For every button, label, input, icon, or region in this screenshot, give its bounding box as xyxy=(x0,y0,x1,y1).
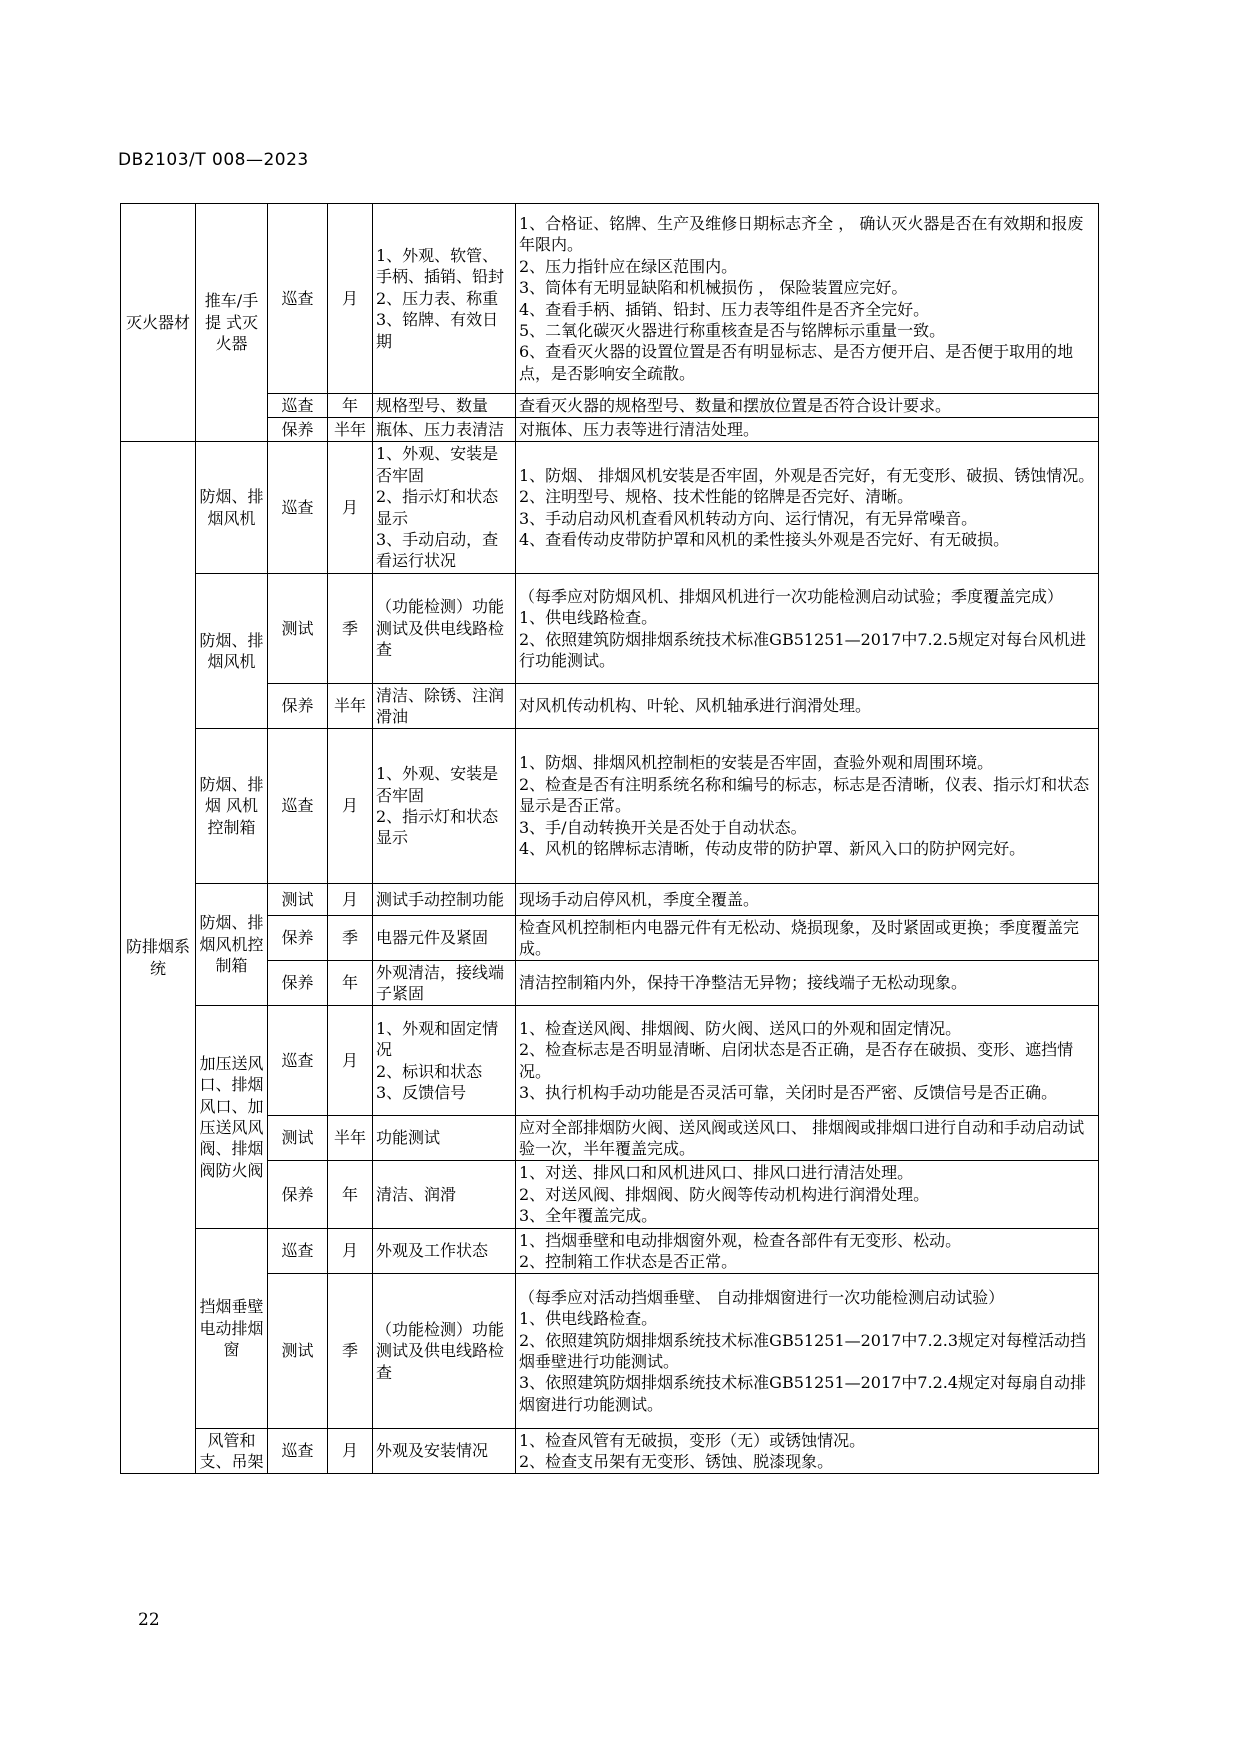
object-cell: 挡烟垂壁电动排烟窗 xyxy=(196,1229,268,1429)
cell-line: 清洁控制箱内外，保持干净整洁无异物；接线端子无松动现象。 xyxy=(519,973,968,993)
period-cell: 月 xyxy=(328,204,373,394)
requirement-cell xyxy=(516,574,1099,684)
requirement-cell xyxy=(516,204,1099,394)
period-cell: 月 xyxy=(328,1429,373,1474)
cell-line: 3、依照建筑防烟排烟系统技术标准GB51251—2017中7.2.4规定对每扇自动排烟窗进行功能测试。 xyxy=(519,1373,1087,1414)
table-row xyxy=(121,729,1099,884)
period-cell: 月 xyxy=(328,442,373,574)
item-cell xyxy=(373,418,516,442)
cell-line: 3、手/自动转换开关是否处于自动状态。 xyxy=(519,817,807,837)
type-cell: 测试 xyxy=(268,884,328,916)
period-cell: 月 xyxy=(328,729,373,884)
item-cell xyxy=(373,684,516,729)
type-cell: 测试 xyxy=(268,1116,328,1161)
cell-line: 2、对送风阀、排烟阀、防火阀等传动机构进行润滑处理。 xyxy=(519,1184,930,1204)
requirement-cell xyxy=(516,729,1099,884)
cell-line: 对风机传动机构、叶轮、风机轴承进行润滑处理。 xyxy=(519,696,872,716)
cell-line: 1、防烟、排烟风机控制柜的安装是否牢固，查验外观和周围环境。 xyxy=(519,753,994,773)
type-cell: 保养 xyxy=(268,1161,328,1229)
item-cell xyxy=(373,884,516,916)
cell-line: 电器元件及紧固 xyxy=(376,928,489,948)
requirement-cell xyxy=(516,442,1099,574)
item-cell xyxy=(373,1274,516,1429)
maintenance-table xyxy=(120,203,1099,1474)
cell-line: （每季应对防烟风机、排烟风机进行一次功能检测启动试验；季度覆盖完成） xyxy=(519,586,1064,606)
type-cell: 保养 xyxy=(268,418,328,442)
cell-line: 4、查看手柄、插销、铅封、压力表等组件是否齐全完好。 xyxy=(519,299,930,319)
cell-line: 现场手动启停风机，季度全覆盖。 xyxy=(519,889,760,909)
requirement-cell xyxy=(516,394,1099,418)
cell-line: 3、反馈信号 xyxy=(376,1082,467,1102)
cell-line: （功能检测）功能测试及供电线路检查 xyxy=(376,1319,505,1382)
item-cell xyxy=(373,1116,516,1161)
table-row xyxy=(121,1006,1099,1116)
type-cell: 巡查 xyxy=(268,394,328,418)
period-cell: 年 xyxy=(328,394,373,418)
table-row xyxy=(121,1429,1099,1474)
cell-line: 检查风机控制柜内电器元件有无松动、烧损现象，及时紧固或更换；季度覆盖完成。 xyxy=(519,917,1080,958)
period-cell: 半年 xyxy=(328,418,373,442)
cell-line: 2、控制箱工作状态是否正常。 xyxy=(519,1252,738,1271)
requirement-cell xyxy=(516,1429,1099,1474)
cell-line: 查看灭火器的规格型号、数量和摆放位置是否符合设计要求。 xyxy=(519,395,952,415)
period-cell: 半年 xyxy=(328,1116,373,1161)
period-cell: 半年 xyxy=(328,684,373,729)
requirement-cell xyxy=(516,916,1099,961)
cell-line: 对瓶体、压力表等进行清洁处理。 xyxy=(519,419,760,439)
document-id: DB2103/T 008—2023 xyxy=(118,150,309,170)
cell-line: 2、依照建筑防烟排烟系统技术标准GB51251—2017中7.2.3规定对每樘活动挡烟垂壁进行功能测试。 xyxy=(519,1330,1087,1371)
requirement-cell xyxy=(516,1006,1099,1116)
table-row xyxy=(121,1229,1099,1274)
cell-line: 外观及安装情况 xyxy=(376,1441,489,1461)
type-cell: 测试 xyxy=(268,574,328,684)
object-cell: 防烟、排烟风机控制箱 xyxy=(196,884,268,1006)
cell-line: 1、外观、软管、手柄、插销、铅封 xyxy=(376,245,505,287)
cell-line: 6、查看灭火器的设置位置是否有明显标志、是否方便开启、是否便于取用的地点，是否影响安全疏散。 xyxy=(519,342,1074,383)
table-row xyxy=(121,418,1099,442)
item-cell xyxy=(373,961,516,1006)
period-cell: 年 xyxy=(328,961,373,1006)
cell-line: 2、标识和状态 xyxy=(376,1061,483,1081)
period-cell: 月 xyxy=(328,884,373,916)
table-row xyxy=(121,884,1099,916)
requirement-cell xyxy=(516,684,1099,729)
table-row xyxy=(121,1116,1099,1161)
item-cell xyxy=(373,1229,516,1274)
item-cell xyxy=(373,442,516,574)
type-cell: 保养 xyxy=(268,916,328,961)
cell-line: 外观及工作状态 xyxy=(376,1241,489,1261)
table-row xyxy=(121,394,1099,418)
cell-line: 应对全部排烟防火阀、送风阀或送风口、 排烟阀或排烟口进行自动和手动启动试验一次，半年覆盖完成。 xyxy=(519,1117,1085,1158)
object-cell: 防烟、排烟风机 xyxy=(196,442,268,574)
type-cell: 巡查 xyxy=(268,729,328,884)
cell-line: 功能测试 xyxy=(376,1128,441,1148)
cell-line: 2、注明型号、规格、技术性能的铭牌是否完好、清晰。 xyxy=(519,487,914,507)
type-cell: 保养 xyxy=(268,961,328,1006)
type-cell: 巡查 xyxy=(268,1429,328,1474)
requirement-cell xyxy=(516,418,1099,442)
cell-line: 3、全年覆盖完成。 xyxy=(519,1206,658,1226)
cell-line: （功能检测）功能测试及供电线路检查 xyxy=(376,597,505,660)
cell-line: 3、执行机构手动功能是否灵活可靠，关闭时是否严密、反馈信号是否正确。 xyxy=(519,1082,1058,1102)
table-row xyxy=(121,1274,1099,1429)
period-cell: 年 xyxy=(328,1161,373,1229)
cell-line: 1、外观、安装是否牢固 xyxy=(376,764,499,805)
cell-line: 清洁、除锈、注润滑油 xyxy=(376,685,505,726)
cell-line: 1、合格证、铭牌、生产及维修日期标志齐全 ， 确认灭火器是否在有效期和报废年限内。 xyxy=(519,213,1084,255)
period-cell: 季 xyxy=(328,1274,373,1429)
requirement-cell xyxy=(516,1274,1099,1429)
cell-line: 1、供电线路检查。 xyxy=(519,608,658,628)
cell-line: 3、筒体有无明显缺陷和机械损伤 ， 保险装置应完好。 xyxy=(519,278,908,298)
cell-line: 2、检查是否有注明系统名称和编号的标志，标志是否清晰，仪表、指示灯和状态显示是否正常。 xyxy=(519,774,1090,816)
item-cell xyxy=(373,394,516,418)
item-cell xyxy=(373,729,516,884)
cell-line: 清洁、润滑 xyxy=(376,1184,457,1204)
cell-line: 1、防烟、 排烟风机安装是否牢固，外观是否完好，有无变形、破损、锈蚀情况。 xyxy=(519,465,1095,485)
type-cell: 巡查 xyxy=(268,204,328,394)
requirement-cell xyxy=(516,1229,1099,1274)
cell-line: 1、外观和固定情况 xyxy=(376,1018,499,1060)
cell-line: 5、二氧化碳灭火器进行称重核查是否与铭牌标示重量一致。 xyxy=(519,320,946,340)
page-number: 22 xyxy=(138,1610,160,1630)
object-cell: 风管和支、吊架 xyxy=(196,1429,268,1474)
period-cell: 月 xyxy=(328,1229,373,1274)
cell-line: 3、铭牌、有效日期 xyxy=(376,310,499,351)
cell-line: 4、风机的铭牌标志清晰，传动皮带的防护罩、新风入口的防护网完好。 xyxy=(519,839,1026,859)
cell-line: 1、检查风管有无破损，变形（无）或锈蚀情况。 xyxy=(519,1430,866,1450)
cell-line: 1、检查送风阀、排烟阀、防火阀、送风口的外观和固定情况。 xyxy=(519,1018,962,1038)
object-cell: 防烟、排烟风机 xyxy=(196,574,268,729)
cell-line: 2、检查标志是否明显清晰、启闭状态是否正确，是否存在破损、变形、遮挡情况。 xyxy=(519,1040,1074,1081)
object-cell: 防烟、排烟 风机控制箱 xyxy=(196,729,268,884)
cell-line: 1、对送、排风口和风机进风口、排风口进行清洁处理。 xyxy=(519,1163,914,1183)
item-cell xyxy=(373,1161,516,1229)
cell-line: 规格型号、数量 xyxy=(376,395,489,415)
requirement-cell xyxy=(516,1116,1099,1161)
cell-line: 4、查看传动皮带防护罩和风机的柔性接头外观是否完好、有无破损。 xyxy=(519,529,1010,549)
cell-line: 1、外观、安装是否牢固 xyxy=(376,444,499,485)
cell-line: 2、检查支吊架有无变形、锈蚀、脱漆现象。 xyxy=(519,1452,834,1471)
table-row xyxy=(121,442,1099,574)
type-cell: 巡查 xyxy=(268,1006,328,1116)
table-row xyxy=(121,684,1099,729)
system-cell: 防排烟系统 xyxy=(121,442,196,1474)
cell-line: 2、压力表、称重 xyxy=(376,288,499,308)
cell-line: 2、指示灯和状态显示 xyxy=(376,487,499,528)
type-cell: 测试 xyxy=(268,1274,328,1429)
requirement-cell xyxy=(516,884,1099,916)
item-cell xyxy=(373,1429,516,1474)
item-cell xyxy=(373,204,516,394)
period-cell: 月 xyxy=(328,1006,373,1116)
table-row xyxy=(121,574,1099,684)
cell-line: 测试手动控制功能 xyxy=(376,889,505,909)
item-cell xyxy=(373,574,516,684)
object-cell: 加压送风口、排烟风口、加压送风风阀、排烟阀防火阀 xyxy=(196,1006,268,1229)
cell-line: 瓶体、压力表清洁 xyxy=(376,419,505,439)
table-row xyxy=(121,961,1099,1006)
system-cell: 灭火器材 xyxy=(121,204,196,442)
table-row xyxy=(121,1161,1099,1229)
table-row xyxy=(121,916,1099,961)
item-cell xyxy=(373,916,516,961)
period-cell: 季 xyxy=(328,574,373,684)
item-cell xyxy=(373,1006,516,1116)
table-row xyxy=(121,204,1099,394)
cell-line: 2、压力指针应在绿区范围内。 xyxy=(519,256,738,276)
cell-line: 3、手动启动风机查看风机转动方向、运行情况，有无异常噪音。 xyxy=(519,508,978,528)
cell-line: 2、指示灯和状态显示 xyxy=(376,807,499,848)
requirement-cell xyxy=(516,961,1099,1006)
cell-line: 2、依照建筑防烟排烟系统技术标准GB51251—2017中7.2.5规定对每台风机进行功能测试。 xyxy=(519,629,1087,670)
type-cell: 巡查 xyxy=(268,1229,328,1274)
type-cell: 保养 xyxy=(268,684,328,729)
cell-line: （每季应对活动挡烟垂壁、 自动排烟窗进行一次功能检测启动试验） xyxy=(519,1287,1005,1307)
cell-line: 外观清洁，接线端子紧固 xyxy=(376,962,505,1003)
cell-line: 1、供电线路检查。 xyxy=(519,1309,658,1329)
period-cell: 季 xyxy=(328,916,373,961)
object-cell: 推车/手提 式灭火器 xyxy=(196,204,268,442)
type-cell: 巡查 xyxy=(268,442,328,574)
cell-line: 3、手动启动，查看运行状况 xyxy=(376,529,499,571)
cell-line: 1、挡烟垂壁和电动排烟窗外观，检查各部件有无变形、松动。 xyxy=(519,1230,962,1250)
requirement-cell xyxy=(516,1161,1099,1229)
